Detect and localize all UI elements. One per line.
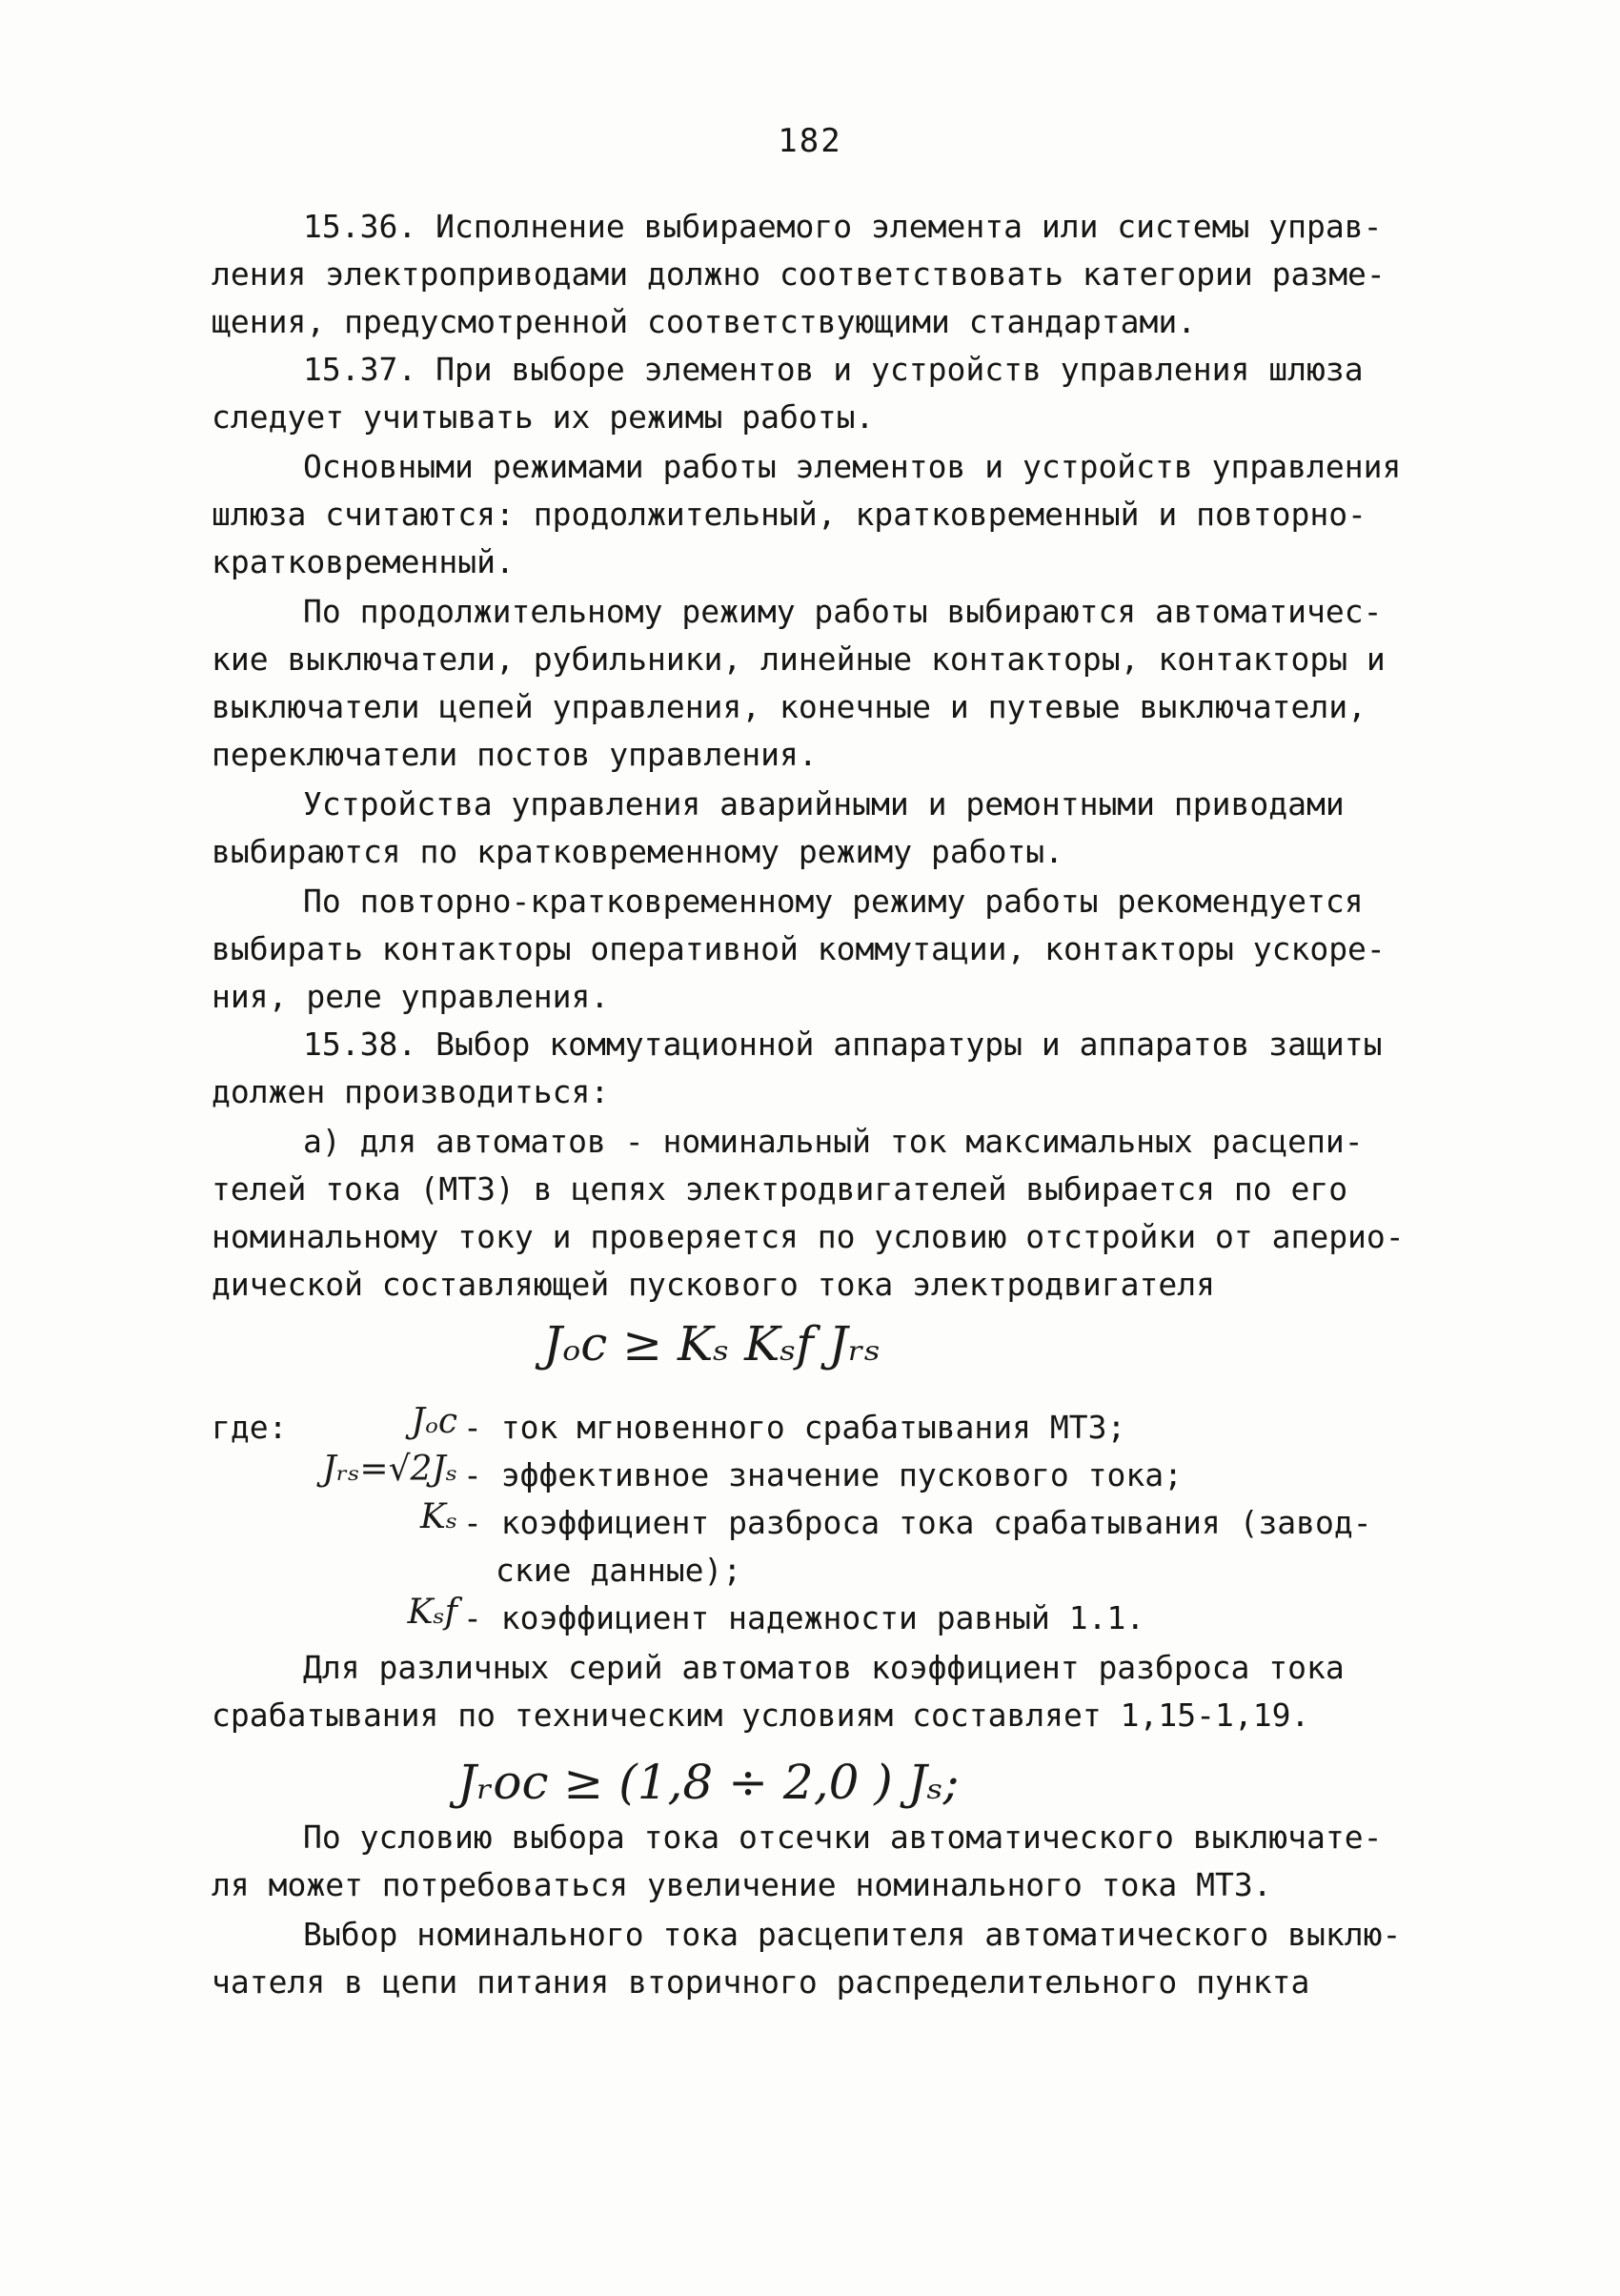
text-line: чателя в цепи питания вторичного распределительного пункта: [212, 1963, 1310, 2001]
text-line: шлюза считаются: продолжительный, кратковременный и повторно-: [212, 496, 1367, 533]
text-line: По условию выбора тока отсечки автоматического выключате-: [303, 1819, 1383, 1856]
legend-symbol: Jᵣₛ=√2Jₛ: [322, 1450, 457, 1489]
text-line: дической составляющей пускового тока электродвигателя: [212, 1266, 1215, 1303]
text-line: следует учитывать их режимы работы.: [212, 398, 875, 436]
text-line: выбираются по кратковременному режиму работы.: [212, 833, 1064, 870]
text-line: номинальному току и проверяется по условию отстройки от аперио-: [212, 1218, 1405, 1255]
text-line: 15.37. При выборе элементов и устройств управления шлюза: [303, 351, 1364, 388]
text-line: Для различных серий автоматов коэффициент разброса тока: [303, 1649, 1345, 1686]
legend-description: - коэффициент разброса тока срабатывания (завод-: [463, 1504, 1372, 1541]
formula-trip-current: Jₒc ≥ Kₛ Kₛf Jᵣₛ: [543, 1316, 881, 1372]
text-line: Основными режимами работы элементов и устройств управления: [303, 448, 1402, 485]
legend-symbol: Jₒc: [411, 1402, 457, 1441]
text-line: По повторно-кратковременному режиму работы рекомендуется: [303, 883, 1364, 920]
text-line: срабатывания по техническим условиям составляет 1,15-1,19.: [212, 1697, 1310, 1734]
legend-description: - ток мгновенного срабатывания МТЗ;: [463, 1409, 1126, 1446]
formula-cutoff-current: Jᵣoc ≥ (1,8 ÷ 2,0 ) Jₛ;: [457, 1755, 960, 1810]
text-line: Устройства управления аварийными и ремонтными приводами: [303, 785, 1345, 823]
text-line: выключатели цепей управления, конечные и путевые выключатели,: [212, 688, 1367, 725]
text-line: выбирать контакторы оперативной коммутации, контакторы ускоре-: [212, 930, 1386, 967]
text-line: ления электроприводами должно соответствовать категории разме-: [212, 255, 1386, 293]
text-line: должен производиться:: [212, 1073, 610, 1110]
legend-description: ские данные);: [496, 1552, 742, 1589]
text-line: кратковременный.: [212, 543, 515, 580]
text-line: Выбор номинального тока расцепителя автоматического выклю-: [303, 1916, 1402, 1953]
legend-description: - коэффициент надежности равный 1.1.: [463, 1599, 1145, 1636]
text-line: а) для автоматов - номинальный ток максимальных расцепи-: [303, 1123, 1364, 1160]
legend-symbol: Kₛ: [419, 1497, 457, 1536]
text-line: ния, реле управления.: [212, 978, 610, 1015]
text-line: ля может потребоваться увеличение номинального тока МТЗ.: [212, 1866, 1272, 1903]
text-line: щения, предусмотренной соответствующими стандартами.: [212, 303, 1197, 340]
text-line: переключатели постов управления.: [212, 736, 818, 773]
where-label: где:: [212, 1409, 288, 1446]
text-line: кие выключатели, рубильники, линейные контакторы, контакторы и: [212, 640, 1386, 678]
legend-description: - эффективное значение пускового тока;: [463, 1456, 1183, 1493]
page-number: 182: [778, 122, 842, 160]
text-line: 15.36. Исполнение выбираемого элемента или системы управ-: [303, 208, 1383, 245]
legend-symbol: Kₛf: [407, 1593, 457, 1632]
text-line: По продолжительному режиму работы выбираются автоматичес-: [303, 593, 1383, 630]
text-line: телей тока (МТЗ) в цепях электродвигателей выбирается по его: [212, 1170, 1348, 1208]
text-line: 15.38. Выбор коммутационной аппаратуры и аппаратов защиты: [303, 1026, 1383, 1063]
